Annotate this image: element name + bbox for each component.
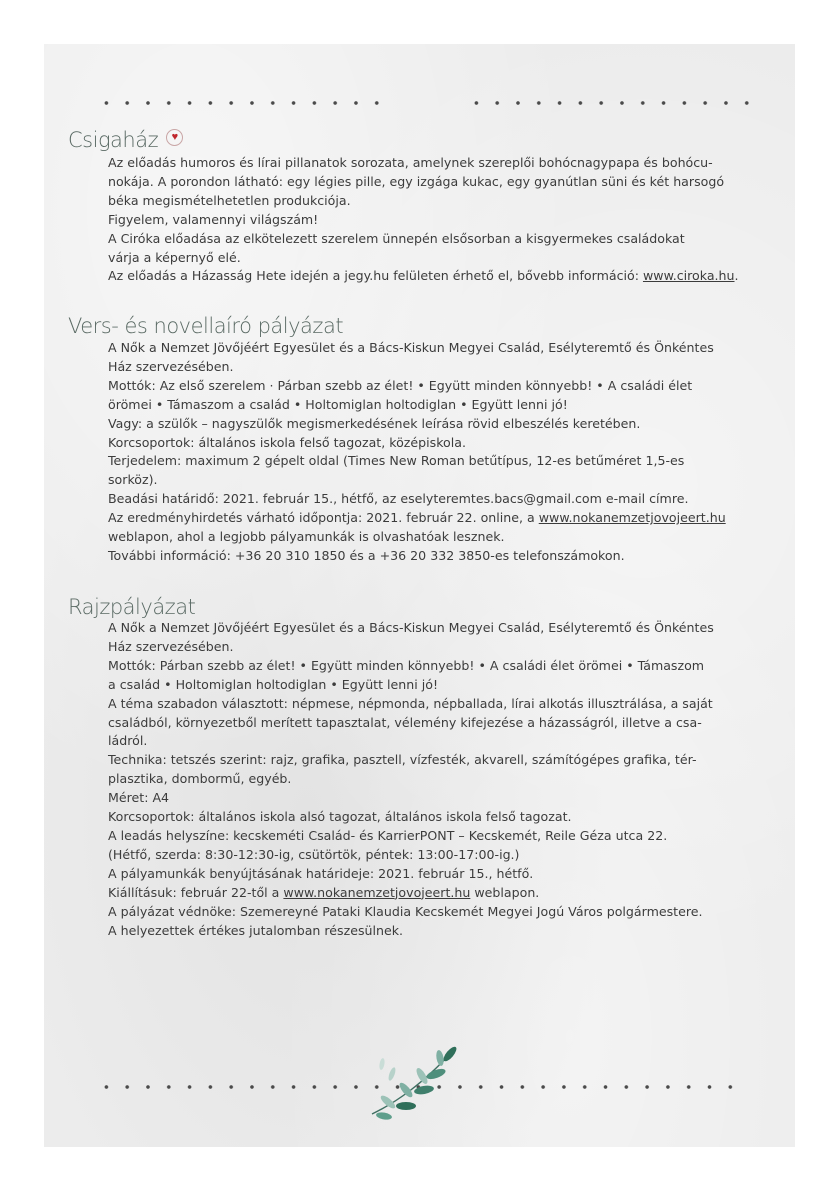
nokanemzet-link[interactable]: www.nokanemzetjovojeert.hu [283,884,471,900]
text-line: Ház szervezésében. [108,358,234,374]
leaf-branch-icon [362,1044,472,1124]
link-suffix: . [734,268,739,284]
text-line: nokája. A porondon látható: egy légies pille, egy izgága kukac, egy gyanútlan süni és két harsogó [108,173,725,189]
text-line: plasztika, dombormű, egyéb. [108,771,292,787]
text-line: Korcsoportok: általános iskola alsó tagozat, általános iskola felső tagozat. [108,809,572,825]
text-line: A Nők a Nemzet Jövőjéért Egyesület és a Bács-Kiskun Megyei Család, Esélyteremtő és Önkéntes [108,340,714,355]
link-suffix: weblapon. [470,884,540,900]
text-line: A Nők a Nemzet Jövőjéért Egyesület és a Bács-Kiskun Megyei Család, Esélyteremtő és Önkéntes [108,620,714,635]
section-body-csigahaz [108,154,788,286]
text-line: Terjedelem: maximum 2 gépelt oldal (Times New Roman betűtípus, 12-es betűméret 1,5-es [108,453,685,469]
text-line: ládról. [108,733,148,749]
text-line: béka megismételhetetlen produkciója. [108,192,351,208]
text-line: A leadás helyszíne: kecskeméti Család- és KarrierPONT – Kecskemét, Reile Géza utca 22. [108,827,668,843]
text-line: Korcsoportok: általános iskola felső tagozat, középiskola. [108,434,466,450]
text-line: Mottók: Párban szebb az élet! • Együtt minden könnyebb! • A családi élet örömei • Támaszom [108,657,705,673]
text-line: örömei • Támaszom a család • Holtomiglan holtodiglan • Együtt lenni jó! [108,396,568,412]
text-line: Az előadás humoros és lírai pillanatok sorozata, amelynek szereplői bohócnagypapa és bohócu- [108,155,713,170]
dotted-divider-top-left [96,100,386,106]
text-line-with-link [108,884,788,903]
section-body-rajz [108,619,788,940]
text-line: (Hétfő, szerda: 8:30-12:30-ig, csütörtök, péntek: 13:00-17:00-ig.) [108,846,520,862]
text-line: További információ: +36 20 310 1850 és a +36 20 332 3850-es telefonszámokon. [108,547,625,563]
section-title-rajz: Rajzpályázat [68,595,196,619]
text-line: Méret: A4 [108,790,170,806]
text-line: Ház szervezésében. [108,638,234,654]
heart-badge-icon: ♥ [166,129,183,146]
text-line: Figyelem, valamennyi világszám! [108,211,319,227]
text-line: A téma szabadon választott: népmese, népmonda, népballada, lírai alkotás illusztrálása, a saját [108,695,713,711]
text-line: sorköz). [108,472,158,488]
text-line: a család • Holtomiglan holtodiglan • Együtt lenni jó! [108,676,439,692]
text-line: Beadási határidő: 2021. február 15., hétfő, az eselyteremtes.bacs@gmail.com e-mail címre. [108,491,689,507]
text-line-with-link [108,267,788,286]
section-title-vers: Vers- és novellaíró pályázat [68,314,344,338]
ciroka-link[interactable]: www.ciroka.hu [642,268,735,284]
text-line: A pályamunkák benyújtásának határideje: 2021. február 15., hétfő. [108,865,534,881]
section-title-text: Csigaház [68,128,159,152]
text-line: A pályázat védnöke: Szemereyné Pataki Klaudia Kecskemét Megyei Jogú Város polgármestere. [108,903,703,919]
text-line: Mottók: Az első szerelem · Párban szebb az élet! • Együtt minden könnyebb! • A családi élet [108,377,693,393]
dotted-divider-top-right [466,100,756,106]
text-line: várja a képernyő elé. [108,249,241,265]
section-title-csigahaz [68,128,183,152]
text-line: Az előadás a Házasság Hete idején a jegy.hu felületen érhető el, bővebb információ: [108,268,643,284]
text-line: Az eredményhirdetés várható időpontja: 2021. február 22. online, a [108,510,539,526]
text-line: Vagy: a szülők – nagyszülők megismerkedésének leírása rövid elbeszélés keretében. [108,415,641,431]
section-body-vers [108,339,788,566]
text-line: Kiállításuk: február 22-től a [108,884,284,900]
text-line: A Ciróka előadása az elkötelezett szerelem ünnepén elsősorban a kisgyermekes családokat [108,230,685,246]
text-line: családból, környezetből merített tapasztalat, vélemény kifejezése a házasságról, illetve a csa- [108,714,702,730]
text-line: Technika: tetszés szerint: rajz, grafika, pasztell, vízfesték, akvarell, számítógépes grafika, tér- [108,752,697,768]
text-line: weblapon, ahol a legjobb pályamunkák is olvashatóak lesznek. [108,529,505,545]
paper-sheet [44,44,795,1147]
text-line-with-link [108,509,788,528]
text-line: A helyezettek értékes jutalomban részesülnek. [108,922,404,938]
nokanemzet-link[interactable]: www.nokanemzetjovojeert.hu [538,510,726,526]
